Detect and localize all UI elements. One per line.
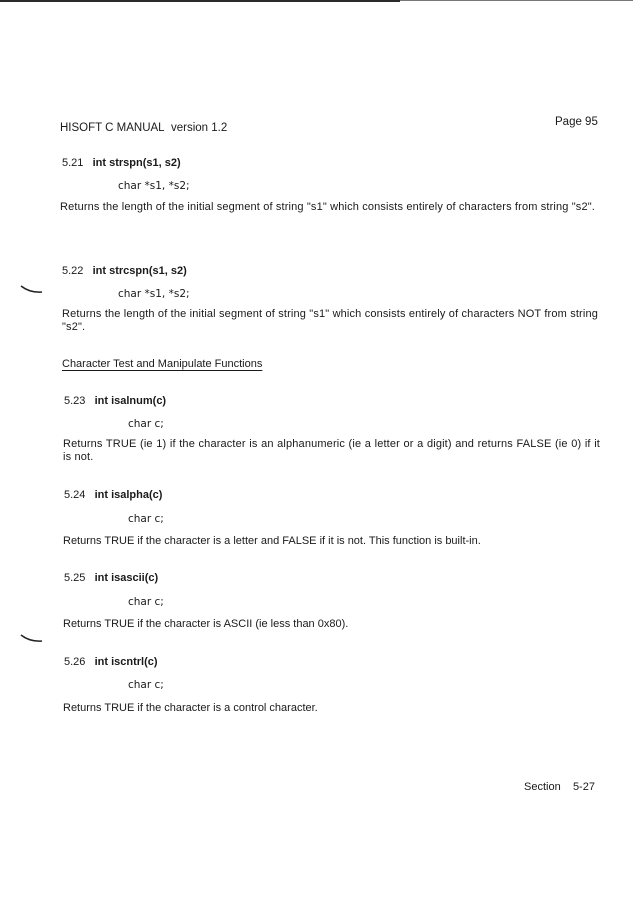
declaration: char c; (128, 418, 164, 430)
description: Returns TRUE if the character is ASCII (ie less than 0x80). (63, 618, 349, 630)
section-number: 5.21 (62, 157, 84, 169)
running-header (60, 122, 227, 135)
description: Returns the length of the initial segment of string "s1" which consists entirely of characters NOT from string "s2". (62, 308, 598, 333)
description: Returns TRUE (ie 1) if the character is an alphanumeric (ie a letter or a digit) and returns FALSE (ie 0) if it is not. (63, 438, 600, 463)
manual-version: version 1.2 (170, 122, 228, 134)
function-signature: int iscntrl(c) (94, 656, 158, 668)
section-heading (64, 572, 158, 585)
function-signature: int isalpha(c) (94, 489, 163, 501)
declaration: char c; (128, 513, 164, 525)
top-rule (0, 0, 400, 2)
section-number: 5.25 (64, 572, 86, 584)
declaration: char c; (128, 679, 164, 691)
function-signature: int isascii(c) (94, 572, 159, 584)
top-rule-thin (400, 0, 633, 1)
footer-section (524, 781, 595, 794)
declaration: char *s1, *s2; (118, 180, 190, 192)
function-signature: int strcspn(s1, s2) (92, 265, 187, 277)
section-heading (62, 157, 181, 170)
section-heading (64, 489, 162, 502)
section-number: 5.22 (62, 265, 84, 277)
description: Returns the length of the initial segment of string "s1" which consists entirely of characters from string "s2". (60, 201, 595, 213)
footer-section-label: Section (524, 781, 561, 793)
declaration: char c; (128, 596, 164, 608)
description: Returns TRUE if the character is a letter and FALSE if it is not. This function is built-in. (63, 535, 481, 547)
section-number: 5.23 (64, 395, 86, 407)
declaration: char *s1, *s2; (118, 288, 190, 300)
section-number: 5.24 (64, 489, 86, 501)
section-number: 5.26 (64, 656, 86, 668)
function-signature: int strspn(s1, s2) (92, 157, 181, 169)
section-heading (62, 265, 187, 278)
margin-mark (20, 284, 44, 296)
description: Returns TRUE if the character is a control character. (63, 702, 318, 714)
section-heading (64, 656, 158, 669)
subheading: Character Test and Manipulate Functions (62, 358, 263, 370)
page-number: Page 95 (555, 116, 598, 128)
margin-mark (20, 633, 44, 645)
footer-section-number: 5-27 (572, 781, 595, 793)
function-signature: int isalnum(c) (94, 395, 167, 407)
manual-title: HISOFT C MANUAL (60, 122, 165, 134)
section-heading (64, 395, 166, 408)
